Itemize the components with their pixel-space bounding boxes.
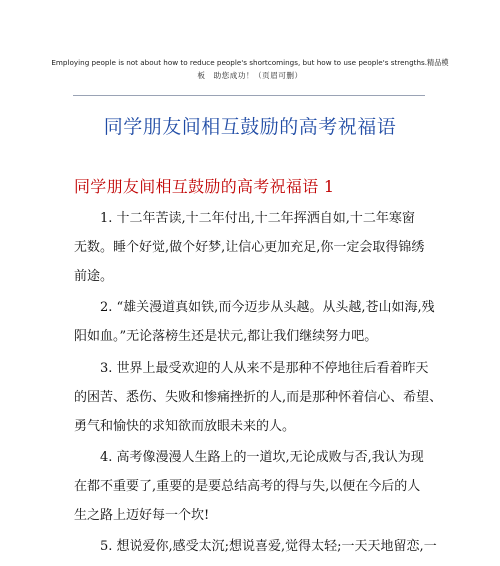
paragraph-line: 勇气和愉快的求知欲而放眼未来的人。 [74, 419, 296, 434]
document-title: 同学朋友间相互鼓励的高考祝福语 [103, 116, 397, 138]
paragraph-5 [74, 532, 450, 561]
paragraph-line: 前途。 [74, 269, 114, 284]
header-divider [73, 95, 425, 96]
paragraph-line: 无数。睡个好觉,做个好梦,让信心更加充足,你一定会取得锦绣 [74, 240, 425, 255]
page-header [0, 56, 500, 83]
paragraph-3 [74, 354, 450, 441]
header-tagline-cont: 板 助您成功！（页眉可删） [197, 71, 303, 80]
paragraph-line: 2. “雄关漫道真如铁,而今迈步从头越。从头越,苍山如海,残 [100, 300, 435, 315]
paragraph-2 [74, 293, 450, 351]
paragraph-line: 生之路上迈好每一个坎! [74, 508, 210, 523]
paragraph-line: 的困苦、悉伤、失败和惨痛挫折的人,而是那种怀着信心、希望、 [74, 390, 443, 405]
paragraph-line: 3. 世界上最受欢迎的人从来不是那种不停地往后看着昨天 [100, 361, 429, 376]
header-tagline: Employing people is not about how to reduce people's shortcomings, but how to use people's strengths.精品模 [51, 58, 449, 67]
paragraph-1 [74, 204, 450, 291]
paragraph-line: 1. 十二年苦读,十二年付出,十二年挥洒自如,十二年寒窗 [100, 211, 415, 226]
paragraph-line: 4. 高考像漫漫人生路上的一道坎,无论成败与否,我认为现 [100, 450, 424, 465]
paragraph-4 [74, 443, 450, 530]
paragraph-line: 在都不重要了,重要的是要总结高考的得与失,以便在今后的人 [74, 479, 421, 494]
paragraph-line: 阳如血。”无论落榜生还是状元,都让我们继续努力吧。 [74, 329, 378, 344]
paragraph-line: 5. 想说爱你,感受太沉;想说喜爱,觉得太轻;一天天地留恋,一 [100, 539, 437, 554]
section-heading: 同学朋友间相互鼓励的高考祝福语 1 [74, 177, 335, 196]
